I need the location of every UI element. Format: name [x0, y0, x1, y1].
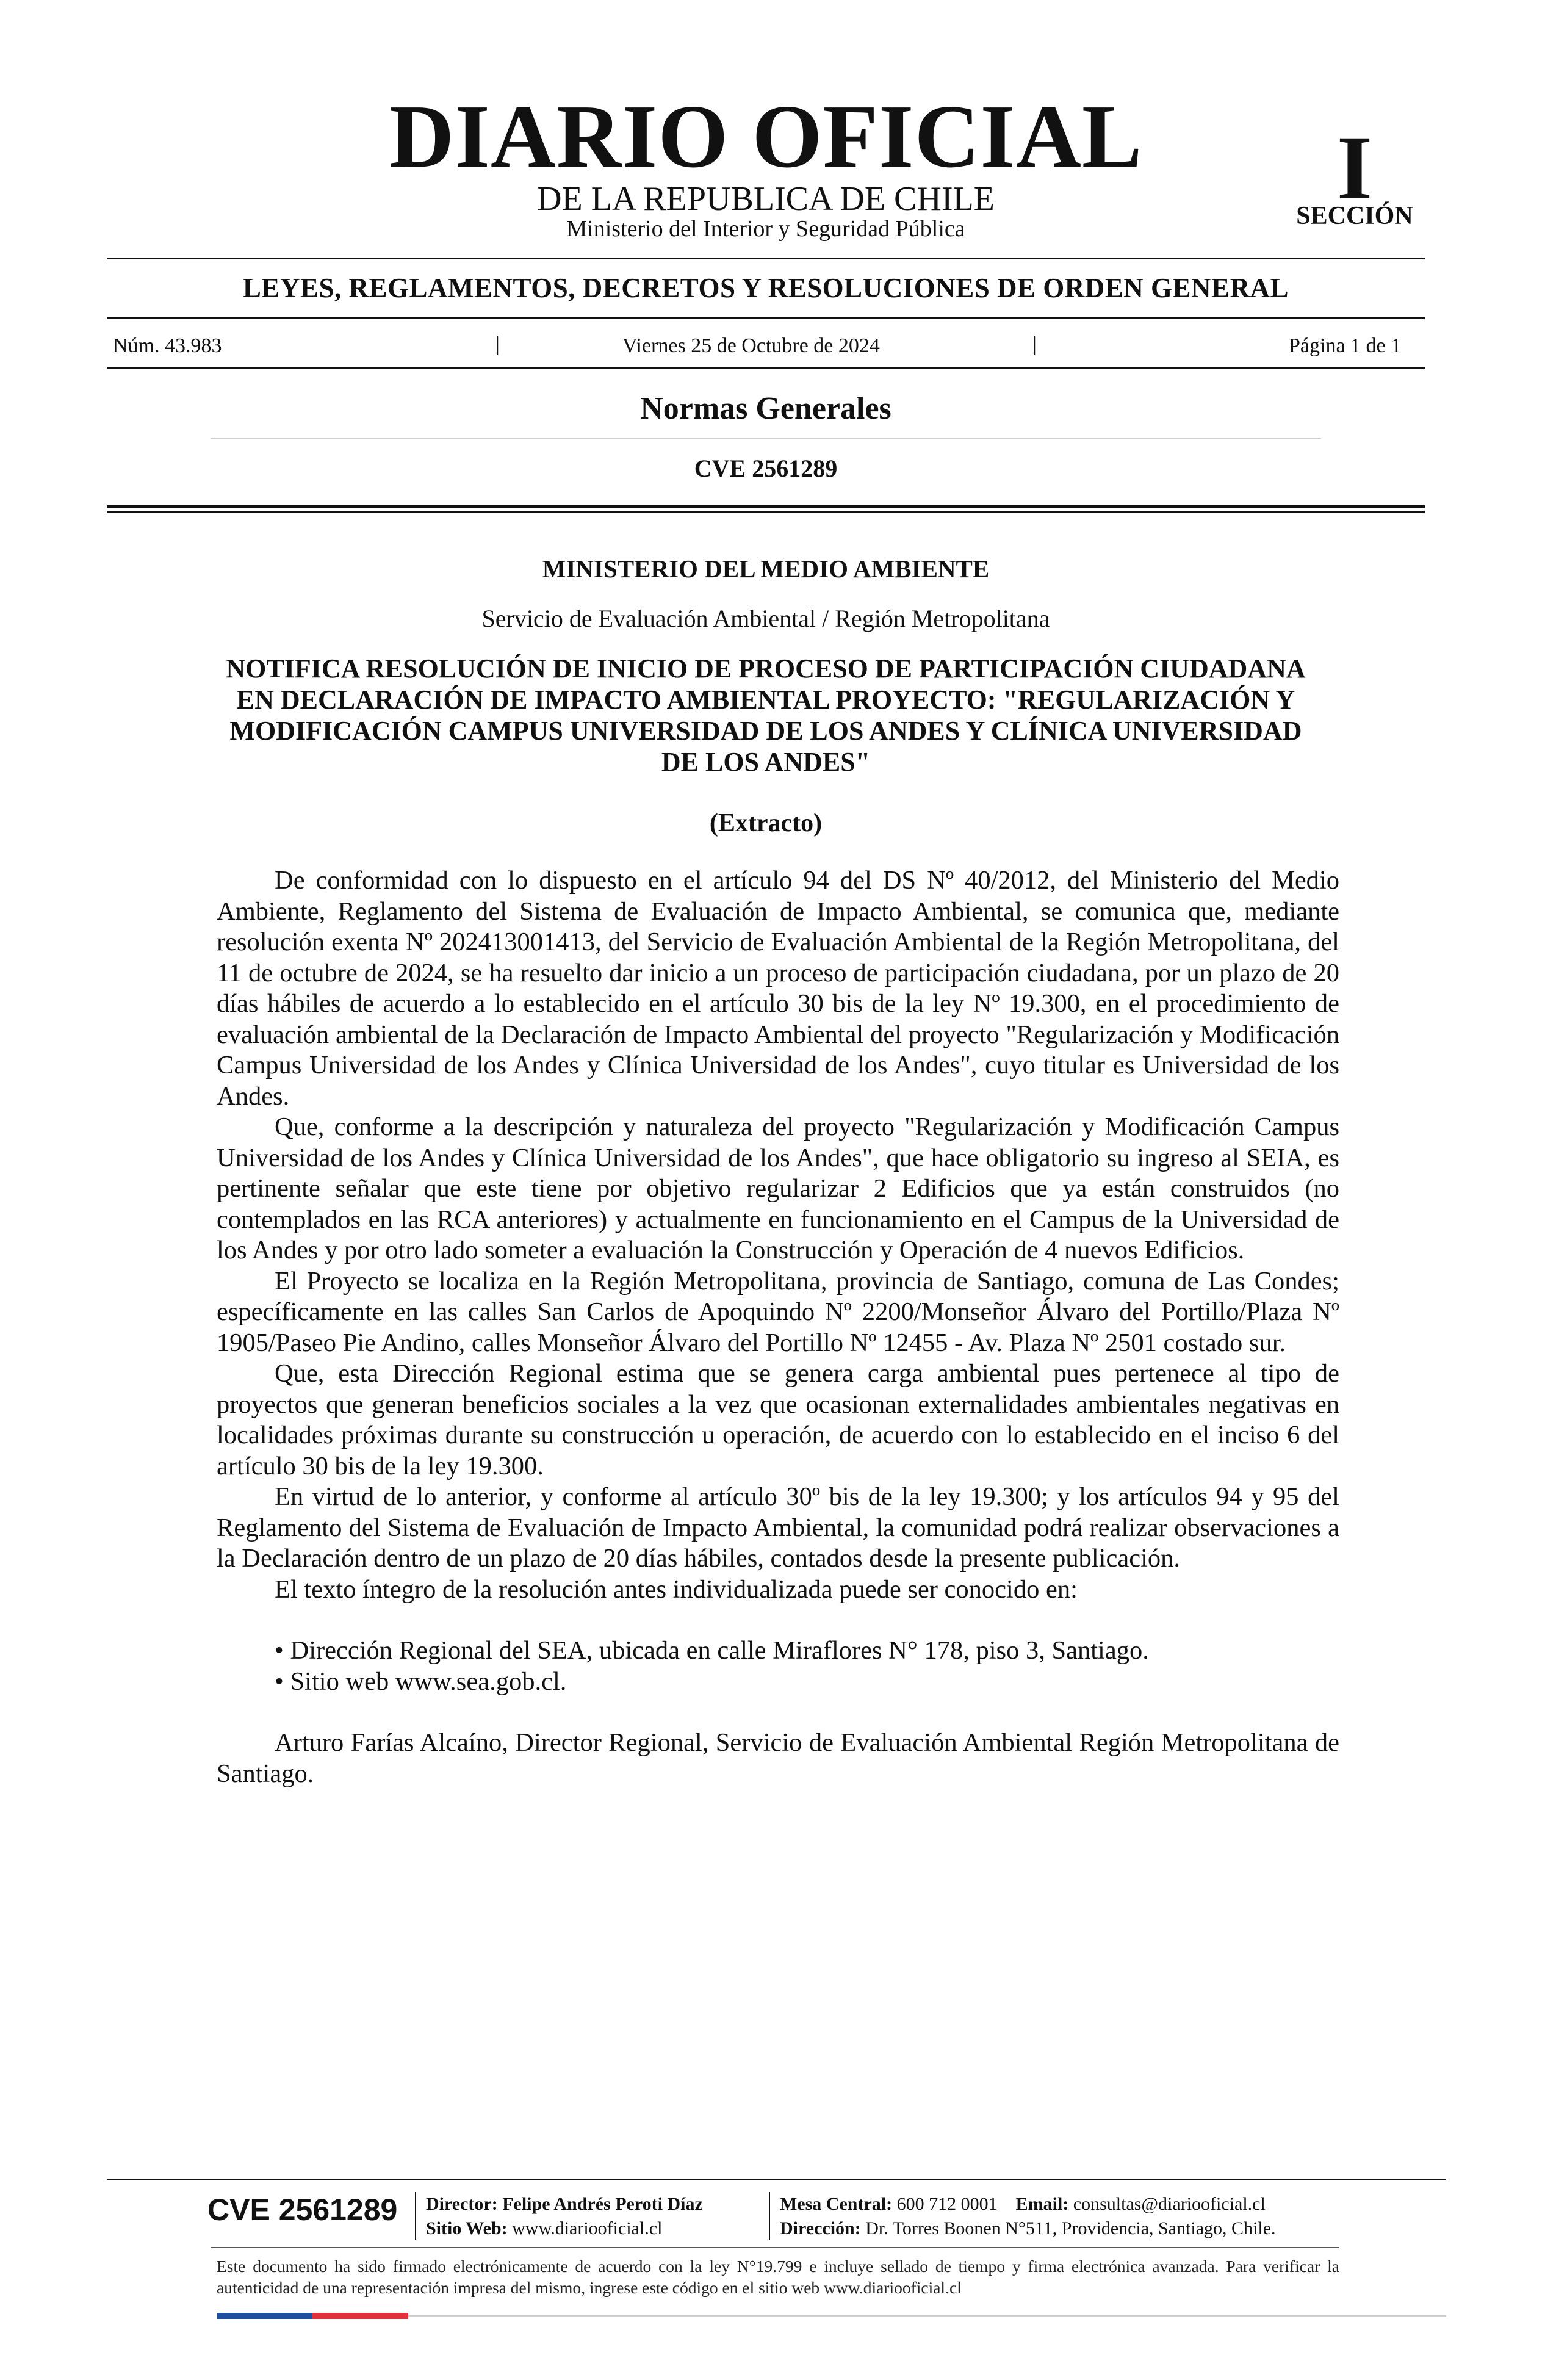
director-name: Felipe Andrés Peroti Díaz — [502, 2194, 703, 2214]
footer-divider — [211, 2247, 1339, 2248]
footer-separator — [415, 2192, 416, 2240]
newspaper-ministry: Ministerio del Interior y Seguridad Pública — [566, 216, 965, 242]
flag-blue-stripe — [217, 2313, 312, 2319]
list-item: • Dirección Regional del SEA, ubicada en calle Miraflores N° 178, piso 3, Santiago. — [275, 1636, 1149, 1665]
section-number: I — [1336, 117, 1373, 218]
divider — [211, 438, 1321, 439]
flag-red-stripe — [312, 2313, 408, 2319]
website-link[interactable]: www.diariooficial.cl — [512, 2218, 663, 2238]
paragraph: En virtud de lo anterior, y conforme al artículo 30º bis de la ley 19.300; y los artículos 94 y 95 del Reglamento del Sistema de Evaluación de Impacto Ambiental, la comunidad podrá realizar observaciones a la Declaración dentro de un plazo de 20 días hábiles, contados desde la presente publicación. — [217, 1482, 1339, 1573]
paragraph: De conformidad con lo dispuesto en el artículo 94 del DS Nº 40/2012, del Ministerio del Medio Ambiente, Reglamento del Sistema de Evaluación de Impacto Ambiental, se comunica que, mediante resolución exenta Nº 202413001413, del Servicio de Evaluación Ambiental de la Región Metropolitana, del 11 de octubre de 2024, se ha resuelto dar inicio a un proceso de participación ciudadana, por un plazo de 20 días hábiles de acuerdo a lo establecido en el artículo 30 bis de la ley Nº 19.300, en el procedimiento de evaluación ambiental de la Declaración de Impacto Ambiental del proyecto "Regularización y Modificación Campus Universidad de los Andes y Clínica Universidad de los Andes", cuyo titular es Universidad de los Andes. — [217, 866, 1339, 1111]
website-label: Sitio Web: — [426, 2218, 508, 2238]
paragraph: El texto íntegro de la resolución antes individualizada puede ser conocido en: — [275, 1574, 1078, 1604]
address-label: Dirección: — [780, 2218, 861, 2238]
issue-separator: | — [1032, 333, 1037, 356]
footer-divider — [408, 2315, 1446, 2317]
newspaper-subtitle: DE LA REPUBLICA DE CHILE — [537, 180, 995, 218]
paragraph: Que, esta Dirección Regional estima que se genera carga ambiental pues pertenece al tipo de proyectos que generan beneficios sociales a la vez que ocasionan externalidades ambientales negativas en localidades próximas durante su construcción u operación, de acuerdo con lo establecido en el inciso 6 del artículo 30 bis de la ley 19.300. — [217, 1359, 1339, 1480]
article-service: Servicio de Evaluación Ambiental / Región Metropolitana — [481, 605, 1050, 632]
article-ministry: MINISTERIO DEL MEDIO AMBIENTE — [542, 555, 990, 583]
section-label: SECCIÓN — [1296, 202, 1413, 230]
location-list — [217, 1635, 1339, 1697]
email-link[interactable]: consultas@diariooficial.cl — [1073, 2194, 1266, 2214]
list-item: • Sitio web www.sea.gob.cl. — [275, 1667, 567, 1696]
phone-value: 600 712 0001 — [896, 2194, 998, 2214]
footer-legal-note: Este documento ha sido firmado electrónicamente de acuerdo con la ley N°19.799 e incluye sellado de tiempo y firma electrónica avanzada. Para verificar la autenticidad de una representación impresa del mismo, ingrese este código en el sitio web www.diariooficial.cl — [217, 2257, 1339, 2297]
newspaper-title: DIARIO OFICIAL — [389, 87, 1143, 187]
footer-cve-code: CVE 2561289 — [207, 2193, 398, 2227]
address-value: Dr. Torres Boonen N°511, Providencia, Santiago, Chile. — [865, 2218, 1276, 2238]
signature: Arturo Farías Alcaíno, Director Regional, Servicio de Evaluación Ambiental Región Metropolitana de Santiago. — [217, 1728, 1339, 1788]
email-label: Email: — [1015, 2194, 1069, 2214]
double-divider — [107, 505, 1425, 513]
extract-label: (Extracto) — [709, 809, 823, 837]
category-title: Normas Generales — [640, 391, 891, 426]
divider — [107, 317, 1425, 319]
laws-title: LEYES, REGLAMENTOS, DECRETOS Y RESOLUCIONES DE ORDEN GENERAL — [242, 273, 1289, 303]
footer-separator — [769, 2192, 770, 2240]
paragraph: Que, conforme a la descripción y naturaleza del proyecto "Regularización y Modificación Campus Universidad de los Andes y Clínica Universidad de los Andes", que hace obligatorio su ingreso al SEIA, es pertinente señalar que este tiene por objetivo regularizar 2 Edificios que ya están construidos (no contemplados en las RCA anteriores) y actualmente en funcionamiento en el Campus de la Universidad de los Andes y por otro lado someter a evaluación la Construcción y Operación de 4 nuevos Edificios. — [217, 1112, 1339, 1264]
issue-page: Página 1 de 1 — [1289, 334, 1402, 357]
cve-code: CVE 2561289 — [694, 455, 838, 482]
divider — [107, 367, 1425, 369]
flag-stripe — [217, 2313, 408, 2319]
divider — [107, 258, 1425, 259]
issue-date: Viernes 25 de Octubre de 2024 — [622, 334, 880, 357]
footer-contact-block — [780, 2192, 1276, 2241]
director-label: Director: — [426, 2194, 498, 2214]
footer-director-block — [426, 2192, 703, 2241]
paragraph: El Proyecto se localiza en la Región Metropolitana, provincia de Santiago, comuna de Las Condes; específicamente en las calles San Carlos de Apoquindo Nº 2200/Monseñor Álvaro del Portillo/Plaza Nº 1905/Paseo Pie Andino, calles Monseñor Álvaro del Portillo Nº 12455 - Av. Plaza Nº 2501 costado sur. — [217, 1266, 1339, 1357]
article-body — [217, 865, 1339, 1789]
issue-number: Núm. 43.983 — [113, 334, 222, 357]
footer-divider — [107, 2179, 1446, 2180]
phone-label: Mesa Central: — [780, 2194, 893, 2214]
article-headline: NOTIFICA RESOLUCIÓN DE INICIO DE PROCESO DE PARTICIPACIÓN CIUDADANA EN DECLARACIÓN DE IMPACTO AMBIENTAL PROYECTO: "REGULARIZACIÓN Y MODIFICACIÓN CAMPUS UNIVERSIDAD DE LOS ANDES Y CLÍNICA UNIVERSIDAD DE LOS ANDES" — [226, 654, 1306, 777]
issue-separator: | — [495, 333, 500, 356]
